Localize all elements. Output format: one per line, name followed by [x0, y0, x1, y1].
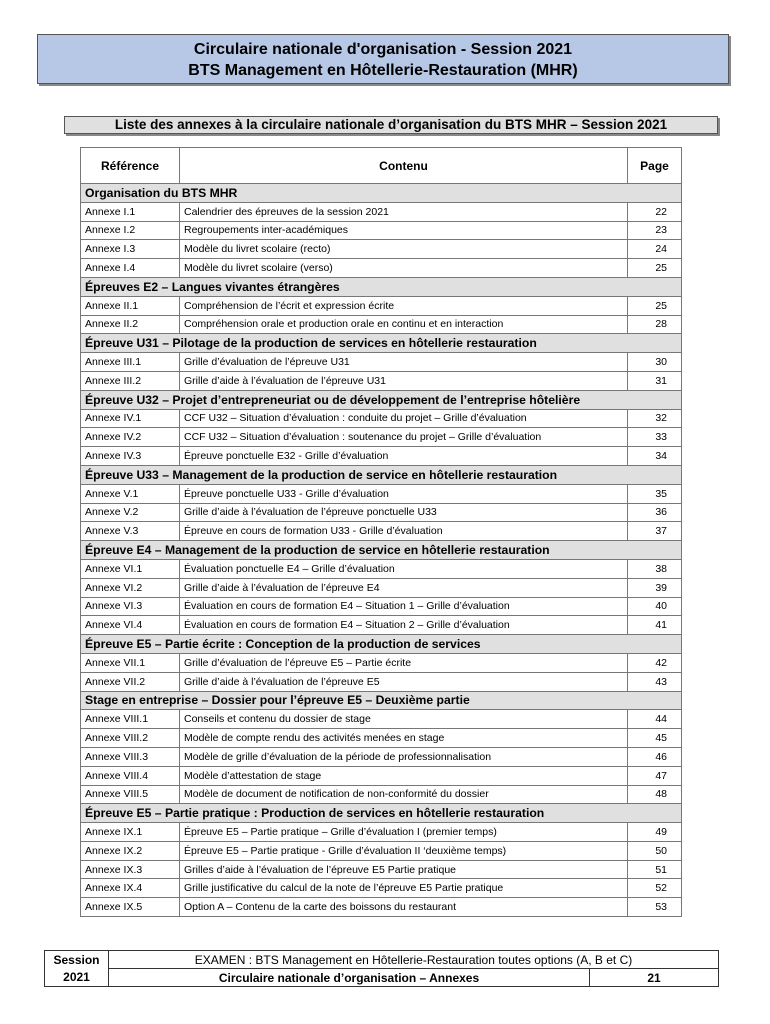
annex-reference: Annexe III.2	[81, 371, 180, 390]
table-row	[81, 522, 682, 541]
document-title-line1: Circulaire nationale d'organisation - Session 2021	[193, 41, 573, 58]
annex-page: 25	[628, 259, 682, 278]
annex-reference: Annexe VI.3	[81, 597, 180, 616]
table-row	[81, 766, 682, 785]
annex-page: 45	[628, 729, 682, 748]
annex-list-subtitle: Liste des annexes à la circulaire nationale d’organisation du BTS MHR – Session 2021	[64, 116, 718, 134]
footer-exam-line: EXAMEN : BTS Management en Hôtellerie-Restauration toutes options (A, B et C)	[109, 951, 719, 969]
document-title-box	[37, 34, 729, 84]
annex-page: 39	[628, 578, 682, 597]
table-row	[81, 898, 682, 917]
table-row	[81, 296, 682, 315]
table-row	[81, 371, 682, 390]
annex-page: 23	[628, 221, 682, 240]
annex-page: 41	[628, 616, 682, 635]
section-title: Épreuves E2 – Langues vivantes étrangères	[81, 277, 682, 296]
section-title: Épreuve E5 – Partie écrite : Conception de la production de services	[81, 635, 682, 654]
table-row	[81, 409, 682, 428]
annex-page: 36	[628, 503, 682, 522]
annex-reference: Annexe II.1	[81, 296, 180, 315]
annex-content: Modèle du livret scolaire (verso)	[180, 259, 628, 278]
annex-reference: Annexe IX.1	[81, 823, 180, 842]
table-row	[81, 221, 682, 240]
annex-page: 32	[628, 409, 682, 428]
annex-reference: Annexe VIII.3	[81, 747, 180, 766]
annex-page: 49	[628, 823, 682, 842]
annex-page: 44	[628, 710, 682, 729]
header-content: Contenu	[180, 148, 628, 184]
annex-reference: Annexe III.1	[81, 353, 180, 372]
footer-session	[45, 951, 109, 987]
annex-reference: Annexe I.2	[81, 221, 180, 240]
annex-reference: Annexe V.2	[81, 503, 180, 522]
annex-content: Modèle de document de notification de non-conformité du dossier	[180, 785, 628, 804]
annex-content: CCF U32 – Situation d’évaluation : conduite du projet – Grille d’évaluation	[180, 409, 628, 428]
table-row	[81, 841, 682, 860]
annex-content: Modèle de grille d’évaluation de la période de professionnalisation	[180, 747, 628, 766]
annex-reference: Annexe VIII.2	[81, 729, 180, 748]
annex-content: Évaluation ponctuelle E4 – Grille d’évaluation	[180, 559, 628, 578]
section-header-row	[81, 277, 682, 296]
annex-reference: Annexe I.3	[81, 240, 180, 259]
section-title: Épreuve E4 – Management de la production de service en hôtellerie restauration	[81, 541, 682, 560]
annex-content: Grille d’aide à l’évaluation de l’épreuve U31	[180, 371, 628, 390]
section-header-row	[81, 184, 682, 203]
annex-reference: Annexe IV.1	[81, 409, 180, 428]
table-row	[81, 747, 682, 766]
annex-table	[80, 147, 682, 917]
annex-page: 40	[628, 597, 682, 616]
table-row	[81, 597, 682, 616]
annex-reference: Annexe V.3	[81, 522, 180, 541]
section-title: Épreuve U32 – Projet d’entrepreneuriat ou de développement de l’entreprise hôtelière	[81, 390, 682, 409]
annex-page: 33	[628, 428, 682, 447]
annex-content: Grille d’évaluation de l’épreuve U31	[180, 353, 628, 372]
section-header-row	[81, 804, 682, 823]
document-title-line2: BTS Management en Hôtellerie-Restauration (MHR)	[188, 62, 578, 79]
annex-reference: Annexe IX.5	[81, 898, 180, 917]
annex-reference: Annexe IX.3	[81, 860, 180, 879]
annex-page: 22	[628, 202, 682, 221]
annex-page: 43	[628, 672, 682, 691]
section-header-row	[81, 635, 682, 654]
annex-content: CCF U32 – Situation d’évaluation : soutenance du projet – Grille d’évaluation	[180, 428, 628, 447]
annex-content: Évaluation en cours de formation E4 – Situation 2 – Grille d’évaluation	[180, 616, 628, 635]
annex-page: 46	[628, 747, 682, 766]
annex-content: Épreuve E5 – Partie pratique – Grille d’évaluation I (premier temps)	[180, 823, 628, 842]
section-header-row	[81, 691, 682, 710]
section-title: Épreuve U33 – Management de la production de service en hôtellerie restauration	[81, 465, 682, 484]
table-row	[81, 447, 682, 466]
annex-reference: Annexe II.2	[81, 315, 180, 334]
footer-session-label: Session	[53, 952, 100, 967]
section-title: Épreuve U31 – Pilotage de la production de services en hôtellerie restauration	[81, 334, 682, 353]
section-header-row	[81, 465, 682, 484]
annex-reference: Annexe IX.4	[81, 879, 180, 898]
annex-page: 30	[628, 353, 682, 372]
annex-reference: Annexe VIII.5	[81, 785, 180, 804]
table-row	[81, 823, 682, 842]
annex-page: 52	[628, 879, 682, 898]
annex-page: 38	[628, 559, 682, 578]
annex-table-body	[81, 184, 682, 917]
annex-reference: Annexe IV.3	[81, 447, 180, 466]
annex-reference: Annexe VIII.4	[81, 766, 180, 785]
annex-reference: Annexe V.1	[81, 484, 180, 503]
table-row	[81, 353, 682, 372]
table-row	[81, 202, 682, 221]
annex-reference: Annexe VI.1	[81, 559, 180, 578]
table-row	[81, 653, 682, 672]
annex-content: Compréhension de l’écrit et expression écrite	[180, 296, 628, 315]
annex-page: 28	[628, 315, 682, 334]
annex-content: Modèle du livret scolaire (recto)	[180, 240, 628, 259]
footer-page-number: 21	[590, 969, 719, 987]
annex-content: Grille justificative du calcul de la note de l’épreuve E5 Partie pratique	[180, 879, 628, 898]
annex-reference: Annexe VI.4	[81, 616, 180, 635]
annex-content: Option A – Contenu de la carte des boissons du restaurant	[180, 898, 628, 917]
table-row	[81, 860, 682, 879]
annex-reference: Annexe VII.2	[81, 672, 180, 691]
annex-page: 25	[628, 296, 682, 315]
table-row	[81, 503, 682, 522]
annex-page: 35	[628, 484, 682, 503]
annex-page: 48	[628, 785, 682, 804]
footer-doc-line: Circulaire nationale d’organisation – Annexes	[109, 969, 590, 987]
annex-content: Épreuve en cours de formation U33 - Grille d’évaluation	[180, 522, 628, 541]
section-header-row	[81, 390, 682, 409]
table-row	[81, 484, 682, 503]
annex-page: 31	[628, 371, 682, 390]
section-header-row	[81, 334, 682, 353]
table-row	[81, 672, 682, 691]
annex-reference: Annexe VIII.1	[81, 710, 180, 729]
annex-content: Modèle d’attestation de stage	[180, 766, 628, 785]
header-page: Page	[628, 148, 682, 184]
annex-reference: Annexe IV.2	[81, 428, 180, 447]
footer-session-year: 2021	[63, 969, 90, 984]
header-reference: Référence	[81, 148, 180, 184]
table-row	[81, 578, 682, 597]
annex-content: Conseils et contenu du dossier de stage	[180, 710, 628, 729]
annex-content: Grille d’aide à l’évaluation de l’épreuve E5	[180, 672, 628, 691]
table-row	[81, 710, 682, 729]
table-row	[81, 240, 682, 259]
annex-page: 34	[628, 447, 682, 466]
section-header-row	[81, 541, 682, 560]
annex-content: Épreuve ponctuelle E32 - Grille d’évaluation	[180, 447, 628, 466]
table-row	[81, 729, 682, 748]
annex-content: Modèle de compte rendu des activités menées en stage	[180, 729, 628, 748]
annex-reference: Annexe I.4	[81, 259, 180, 278]
annex-content: Épreuve ponctuelle U33 - Grille d’évaluation	[180, 484, 628, 503]
table-row	[81, 315, 682, 334]
section-title: Épreuve E5 – Partie pratique : Production de services en hôtellerie restauration	[81, 804, 682, 823]
annex-content: Évaluation en cours de formation E4 – Situation 1 – Grille d’évaluation	[180, 597, 628, 616]
annex-content: Épreuve E5 – Partie pratique - Grille d’évaluation II ‘deuxième temps)	[180, 841, 628, 860]
annex-table-header-row	[81, 148, 682, 184]
annex-reference: Annexe I.1	[81, 202, 180, 221]
table-row	[81, 785, 682, 804]
annex-reference: Annexe VI.2	[81, 578, 180, 597]
annex-content: Calendrier des épreuves de la session 2021	[180, 202, 628, 221]
table-row	[81, 428, 682, 447]
table-row	[81, 879, 682, 898]
table-row	[81, 616, 682, 635]
page-footer	[44, 950, 719, 987]
annex-page: 53	[628, 898, 682, 917]
annex-content: Grilles d’aide à l’évaluation de l’épreuve E5 Partie pratique	[180, 860, 628, 879]
annex-content: Compréhension orale et production orale en continu et en interaction	[180, 315, 628, 334]
annex-content: Grille d’aide à l’évaluation de l’épreuve E4	[180, 578, 628, 597]
annex-page: 50	[628, 841, 682, 860]
annex-content: Grille d’évaluation de l’épreuve E5 – Partie écrite	[180, 653, 628, 672]
annex-page: 51	[628, 860, 682, 879]
annex-reference: Annexe VII.1	[81, 653, 180, 672]
annex-page: 47	[628, 766, 682, 785]
annex-page: 24	[628, 240, 682, 259]
annex-page: 37	[628, 522, 682, 541]
annex-page: 42	[628, 653, 682, 672]
annex-content: Grille d’aide à l’évaluation de l’épreuve ponctuelle U33	[180, 503, 628, 522]
section-title: Stage en entreprise – Dossier pour l’épreuve E5 – Deuxième partie	[81, 691, 682, 710]
annex-reference: Annexe IX.2	[81, 841, 180, 860]
table-row	[81, 559, 682, 578]
annex-content: Regroupements inter-académiques	[180, 221, 628, 240]
section-title: Organisation du BTS MHR	[81, 184, 682, 203]
table-row	[81, 259, 682, 278]
